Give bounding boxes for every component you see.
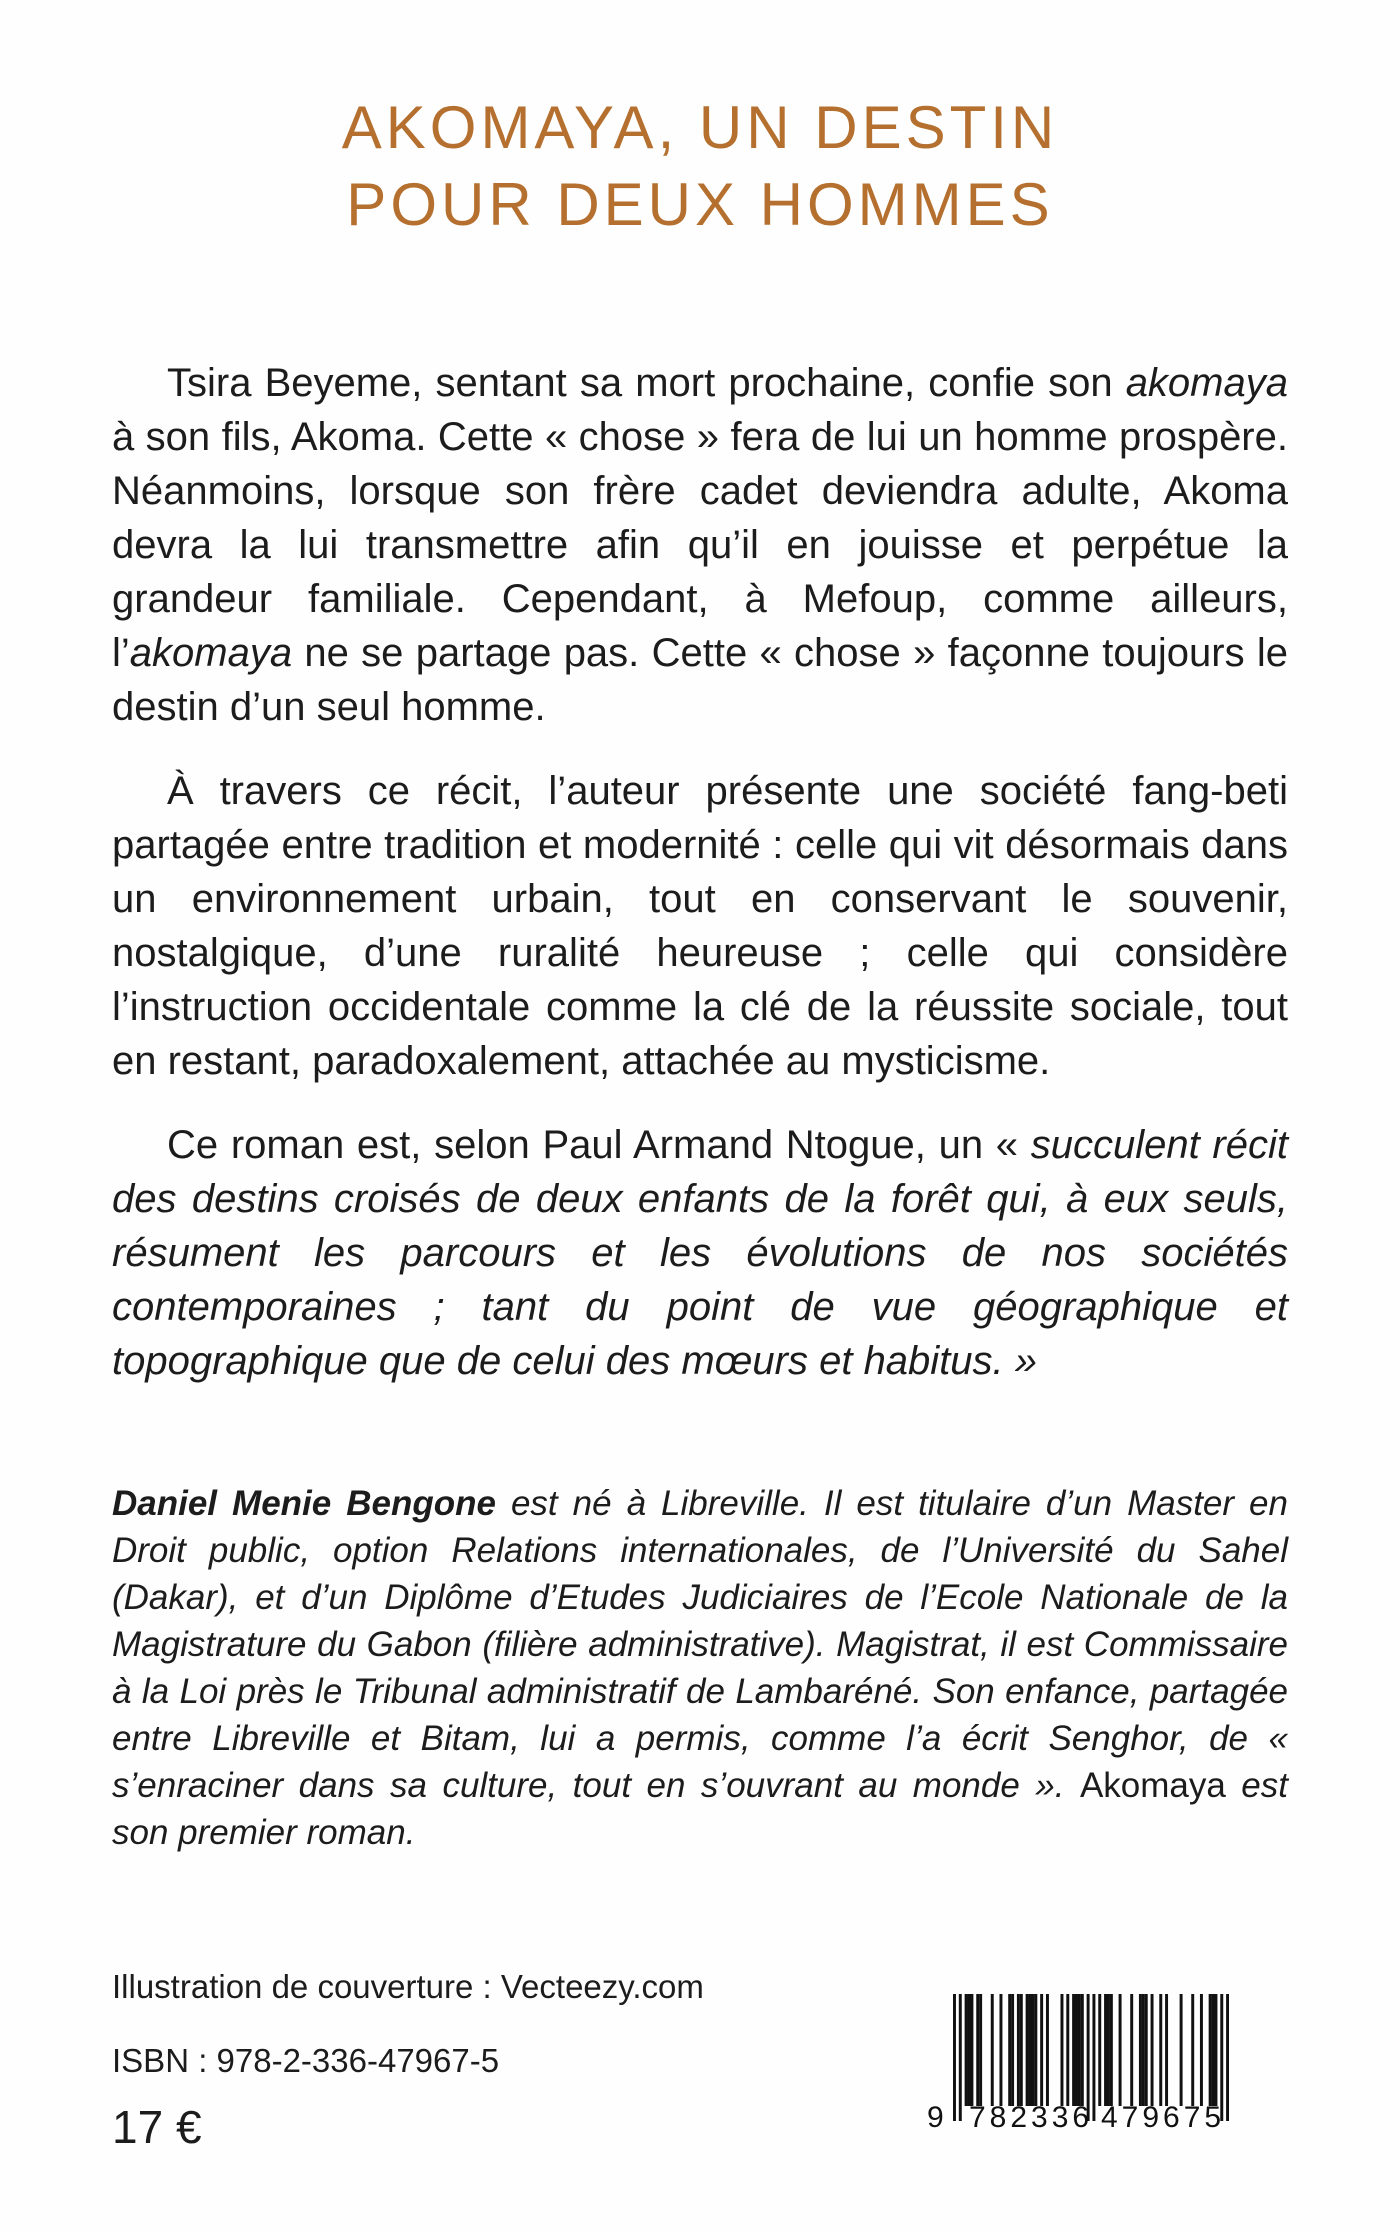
text-segment: à son fils, Akoma. Cette « chose » fera de lui un homme prospère. Néanmoins, lorsque son frère cadet deviendra adulte, Akoma devra la lui transmettre afin qu’il en jouisse et perpétue la grandeur familiale. Cependant, à Mefoup, comme ailleurs, l’ — [112, 414, 1288, 675]
book-title — [0, 0, 1400, 244]
synopsis-paragraph-1 — [112, 356, 1288, 734]
emphasis-segment: succulent récit des destins croisés de deux enfants de la forêt qui, à eux seuls, résument les parcours et les évolutions de nos sociétés contemporaines ; tant du point de vue géographique et topographique que de celui des mœurs et habitus. » — [112, 1122, 1288, 1383]
barcode-digits-left: 782336 — [969, 2101, 1094, 2134]
isbn-text: ISBN : 978-2-336-47967-5 — [112, 2042, 500, 2079]
text-segment: est né à Libreville. Il est titulaire d’un Master en Droit public, option Relations internationales, de l’Université du Sahel (Dakar), et d’un Diplôme d’Etudes Judiciaires de l’Ecole Nationale de la Magistrature du Gabon (filière administrative). Magistrat, il est Commissaire à la Loi près le Tribunal administratif de Lambaréné. Son enfance, partagée entre Libreville et Bitam, lui a permis, comme l’a écrit Senghor, de « s’enraciner dans sa culture, tout en s’ouvrant au monde ». — [112, 1483, 1288, 1805]
barcode — [925, 1994, 1245, 2144]
emphasis-segment: Akomaya — [1079, 1765, 1226, 1805]
synopsis-paragraph-3 — [112, 1118, 1288, 1388]
text-segment: est son premier roman. — [112, 1765, 1288, 1852]
book-title-line-2: POUR DEUX HOMMES — [346, 170, 1054, 238]
emphasis-segment: Daniel Menie Bengone — [112, 1483, 496, 1523]
synopsis — [112, 356, 1288, 1388]
barcode-digit-first: 9 — [927, 2101, 944, 2134]
text-segment: ne se partage pas. Cette « chose » façonne toujours le destin d’un seul homme. — [112, 630, 1288, 729]
book-title-line-1: AKOMAYA, UN DESTIN — [341, 94, 1059, 161]
barcode-digits-right: 479675 — [1101, 2101, 1226, 2134]
price-text: 17 € — [112, 2101, 202, 2153]
author-bio — [112, 1480, 1288, 1856]
text-segment: Ce roman est, selon Paul Armand Ntogue, un « — [167, 1122, 1031, 1167]
emphasis-segment: akomaya — [1125, 360, 1288, 405]
synopsis-paragraph-2 — [112, 764, 1288, 1088]
emphasis-segment: akomaya — [129, 630, 293, 675]
text-segment: À travers ce récit, l’auteur présente une société fang-beti partagée entre tradition et modernité : celle qui vit désormais dans un environnement urbain, tout en conservant le souvenir, nostalgique, d’une ruralité heureuse ; celle qui considère l’instruction occidentale comme la clé de la réussite sociale, tout en restant, paradoxalement, attachée au mysticisme. — [112, 768, 1288, 1083]
text-segment: Tsira Beyeme, sentant sa mort prochaine, confie son — [167, 360, 1126, 405]
text-column — [112, 356, 1288, 1856]
illustration-credit: Illustration de couverture : Vecteezy.com — [112, 1968, 704, 2005]
